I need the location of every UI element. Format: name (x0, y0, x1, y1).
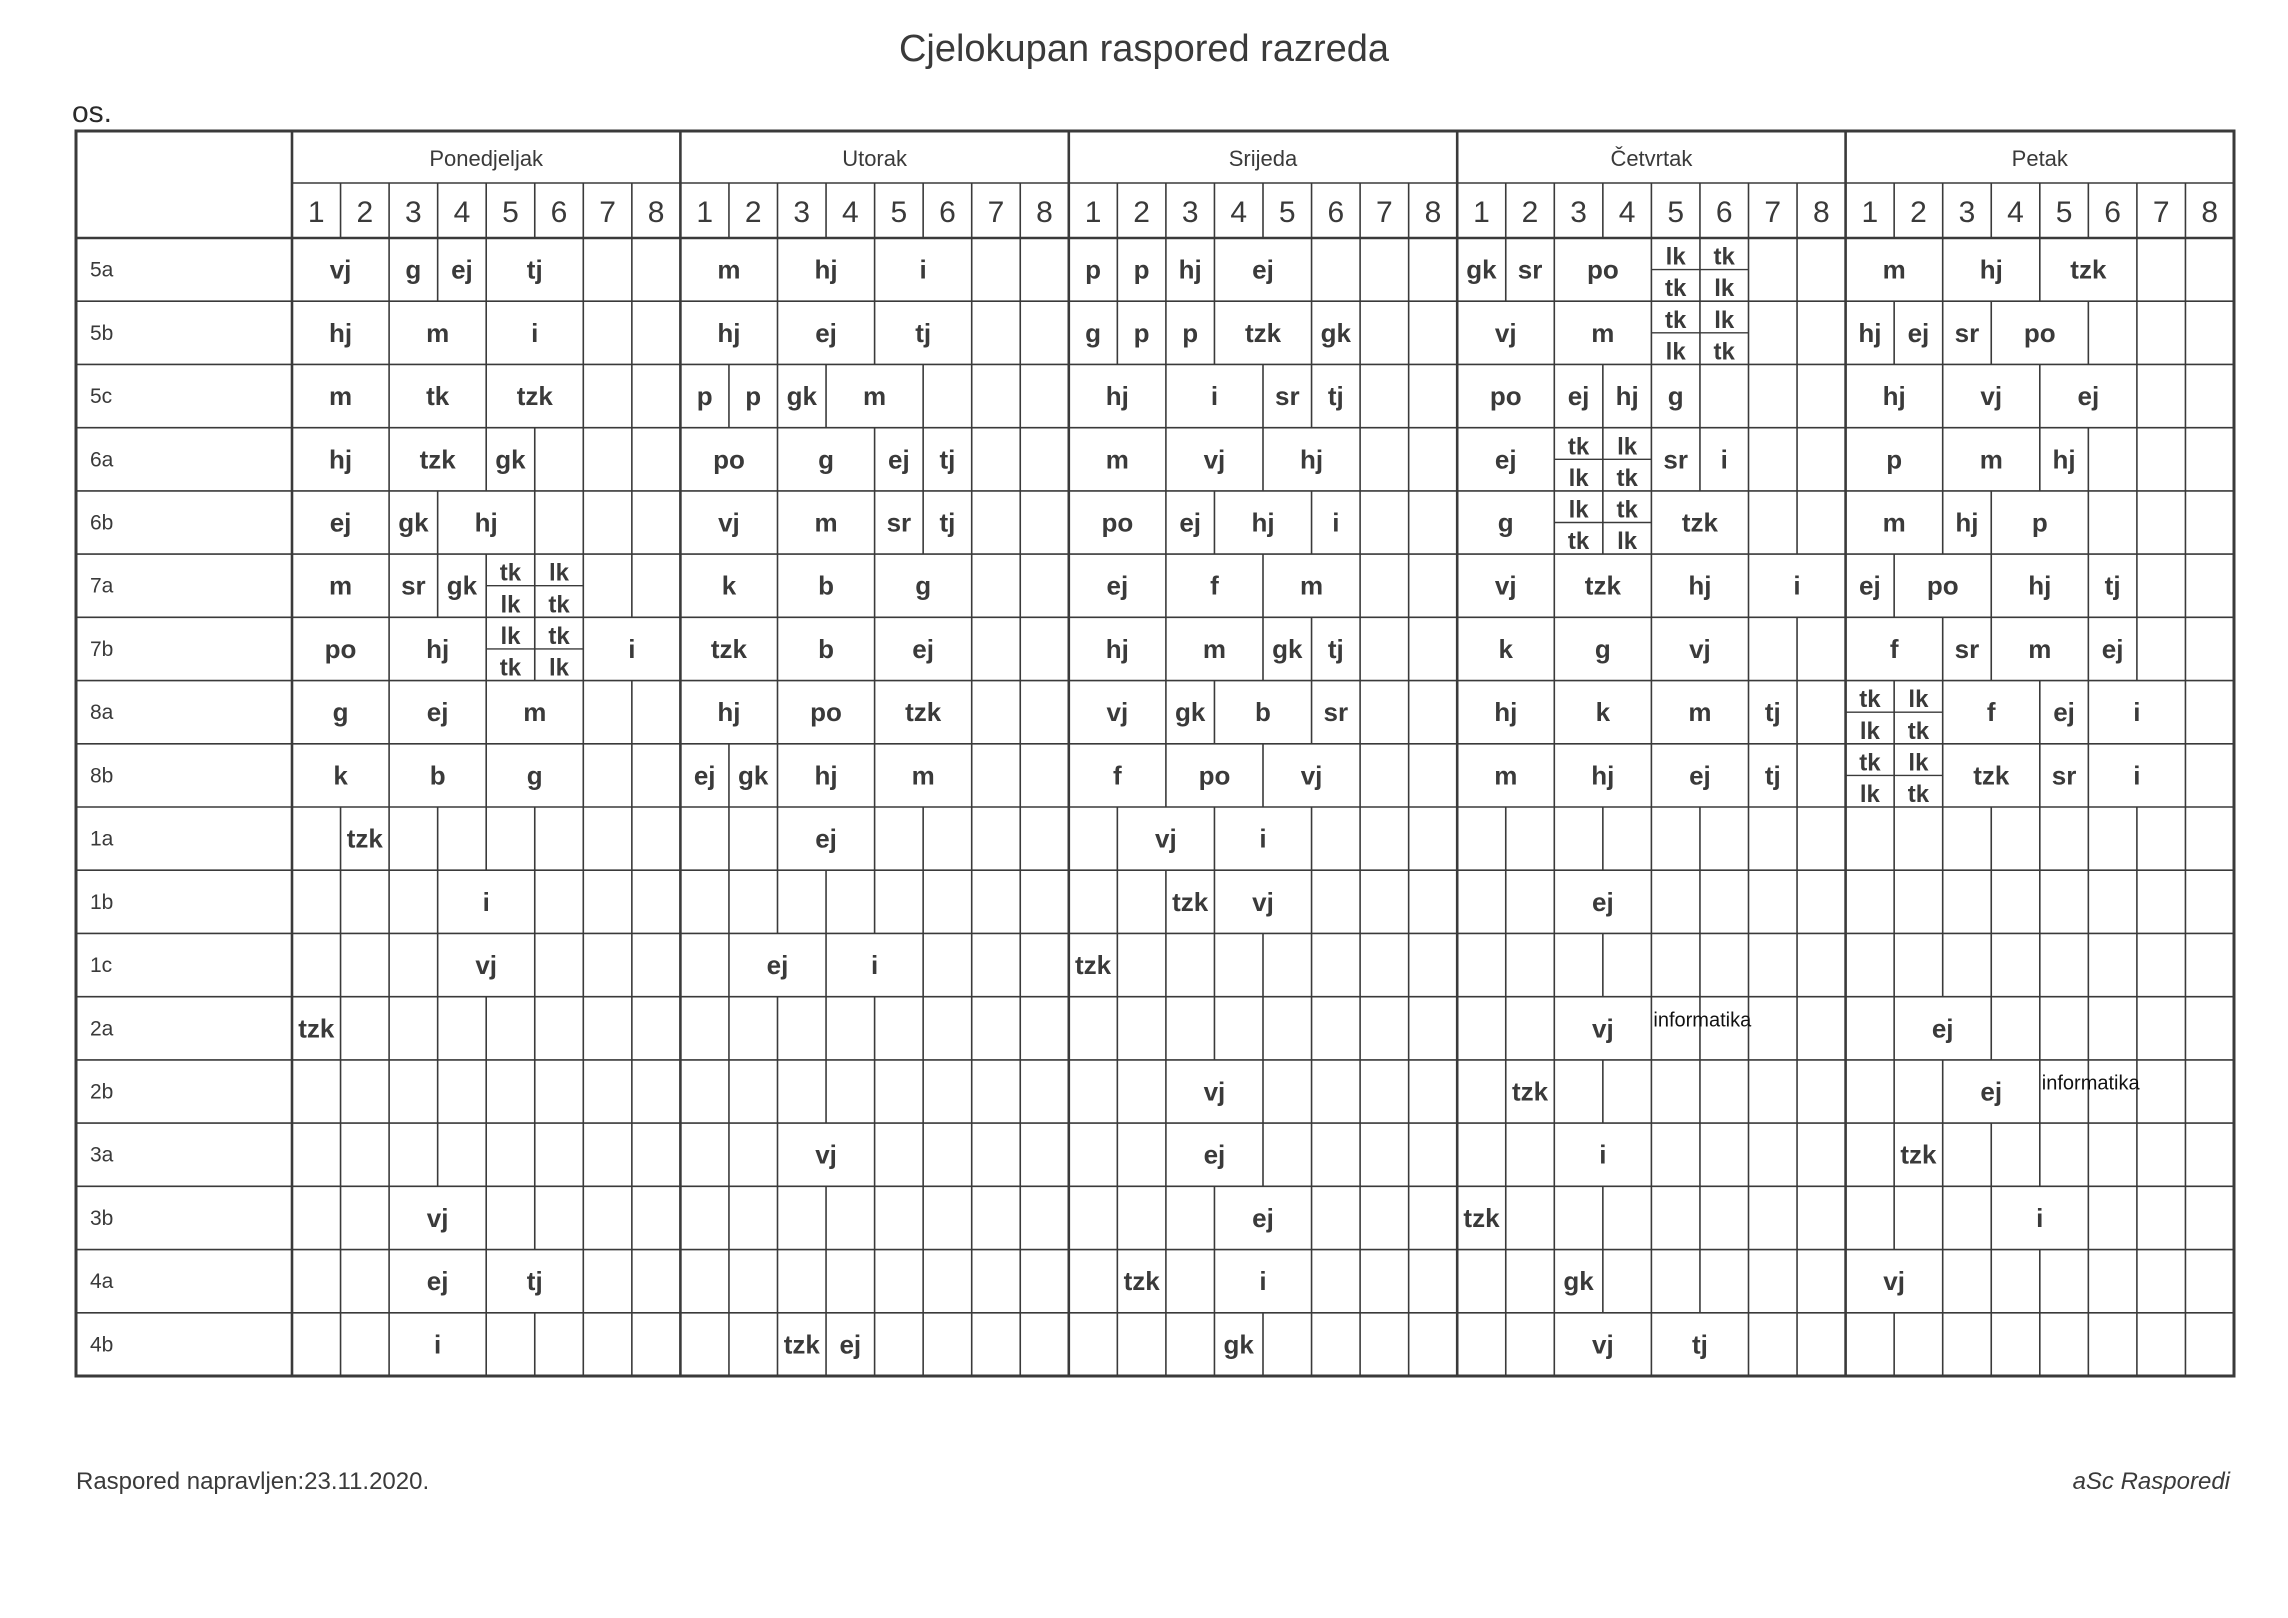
lesson-subject: hj (426, 633, 450, 664)
lesson-subject: lk (500, 591, 521, 619)
period-number: 2 (1910, 196, 1927, 229)
lesson-subject: m (426, 317, 450, 348)
lesson-subject: sr (1954, 633, 1980, 664)
lesson-subject: i (1793, 570, 1801, 601)
lesson-subject: vj (1252, 886, 1274, 917)
lesson-subject: vj (815, 1139, 837, 1170)
lesson-subject: vj (475, 950, 498, 981)
lesson-subject: m (814, 507, 838, 538)
lesson-subject: f (1210, 570, 1219, 601)
lesson-subject: informatika (1653, 1009, 1752, 1032)
day-header: Četvrtak (1610, 146, 1693, 171)
lesson-subject: gk (495, 444, 526, 475)
lesson-subject: g (1497, 507, 1514, 538)
period-number: 3 (1570, 196, 1587, 229)
lesson-subject: m (1591, 317, 1615, 348)
lesson-subject: hj (474, 507, 498, 538)
period-number: 1 (307, 196, 325, 229)
lesson-subject: i (1599, 1139, 1607, 1170)
lesson-subject: gk (1223, 1329, 1254, 1360)
lesson-subject: vj (1494, 570, 1517, 601)
lesson-subject: tzk (1123, 1266, 1160, 1297)
period-number: 5 (1667, 196, 1685, 229)
lesson-subject: lk (1859, 717, 1880, 745)
class-label: 8b (90, 764, 114, 788)
lesson-subject: m (1105, 444, 1129, 475)
lesson-subject: ej (1859, 570, 1881, 601)
lesson-subject: m (911, 760, 935, 791)
period-number: 4 (453, 196, 471, 229)
lesson-subject: tzk (1681, 507, 1719, 538)
lesson-subject: ej (693, 760, 716, 791)
lesson-subject: m (328, 570, 353, 601)
lesson-subject: hj (328, 317, 353, 348)
class-label: 4a (90, 1270, 114, 1294)
lesson-subject: ej (1203, 1139, 1226, 1170)
period-number: 7 (599, 196, 616, 229)
lesson-subject: gk (1320, 317, 1351, 348)
lesson-subject: tj (1764, 697, 1781, 728)
class-label: 1c (90, 954, 113, 978)
lesson-subject: tk (1665, 275, 1687, 303)
lesson-subject: tk (1567, 433, 1590, 461)
period-number: 5 (1278, 196, 1296, 229)
lesson-subject: i (2133, 697, 2141, 728)
lesson-subject: m (717, 254, 741, 285)
lesson-subject: vj (1203, 444, 1226, 475)
lesson-subject: po (1101, 507, 1134, 538)
period-number: 8 (1424, 196, 1442, 229)
lesson-subject: g (332, 697, 349, 728)
lesson-subject: hj (328, 444, 353, 475)
lesson-subject: lk (1859, 781, 1880, 808)
class-label: 3b (90, 1206, 114, 1230)
lesson-subject: b (1255, 697, 1271, 728)
lesson-subject: sr (886, 507, 912, 538)
lesson-subject: tk (1859, 749, 1881, 777)
lesson-subject: hj (1105, 633, 1129, 664)
lesson-subject: k (1595, 697, 1611, 728)
class-label: 8a (90, 701, 114, 725)
lesson-subject: hj (1299, 444, 1324, 475)
lesson-subject: m (1979, 444, 2003, 475)
lesson-subject: po (2023, 317, 2056, 348)
lesson-subject: m (1202, 633, 1227, 664)
lesson-subject: vj (329, 254, 352, 285)
lesson-subject: f (1889, 633, 1899, 664)
lesson-subject: tk (1907, 717, 1930, 745)
lesson-subject: tj (1327, 633, 1344, 664)
lesson-subject: sr (2051, 760, 2077, 791)
period-number: 6 (2104, 196, 2121, 229)
lesson-subject: gk (446, 570, 478, 601)
lesson-subject: tzk (1900, 1139, 1937, 1170)
lesson-subject: tzk (1511, 1076, 1549, 1107)
lesson-subject: lk (1714, 306, 1735, 334)
period-number: 2 (1133, 196, 1150, 229)
class-label: 7a (90, 574, 114, 598)
lesson-subject: tzk (1584, 570, 1621, 601)
lesson-subject: g (526, 760, 543, 791)
lesson-subject: m (2028, 633, 2052, 664)
page-title: Cjelokupan raspored razreda (898, 28, 1390, 70)
lesson-subject: vj (426, 1202, 449, 1233)
school-label: os. (72, 96, 113, 129)
day-header: Utorak (842, 146, 907, 171)
lesson-subject: hj (2028, 570, 2052, 601)
software-credit: aSc Rasporedi (2072, 1468, 2230, 1495)
lesson-subject: p (1133, 317, 1150, 348)
lesson-subject: tzk (1463, 1202, 1500, 1233)
lesson-subject: g (1085, 317, 1102, 348)
lesson-subject: po (324, 633, 357, 664)
lesson-subject: hj (1105, 381, 1129, 412)
lesson-subject: lk (1714, 275, 1735, 303)
lesson-subject: tk (1616, 464, 1638, 492)
class-label: 1a (90, 827, 114, 851)
lesson-subject: vj (1689, 633, 1711, 664)
lesson-subject: tj (1327, 381, 1344, 412)
period-number: 6 (939, 196, 956, 229)
lesson-subject: k (1498, 633, 1513, 664)
lesson-subject: hj (1178, 254, 1202, 285)
lesson-subject: m (1882, 254, 1906, 285)
lesson-subject: hj (2052, 444, 2076, 475)
lesson-subject: tzk (1244, 317, 1282, 348)
class-label: 3a (90, 1143, 114, 1167)
lesson-subject: m (1882, 507, 1906, 538)
lesson-subject: hj (1688, 570, 1712, 601)
lesson-subject: tzk (783, 1329, 820, 1360)
lesson-subject: hj (1882, 381, 1906, 412)
lesson-subject: g (818, 444, 834, 475)
lesson-subject: ej (426, 1266, 449, 1297)
period-number: 5 (890, 196, 908, 229)
lesson-subject: lk (1665, 338, 1686, 366)
lesson-subject: lk (1665, 243, 1686, 271)
lesson-subject: hj (717, 697, 741, 728)
class-label: 6b (90, 511, 114, 535)
lesson-subject: hj (1858, 317, 1882, 348)
class-label: 4b (90, 1333, 114, 1357)
lesson-subject: i (628, 633, 636, 664)
lesson-subject: sr (1954, 317, 1980, 348)
period-number: 4 (1230, 196, 1248, 229)
period-number: 8 (647, 196, 665, 229)
day-header: Petak (2011, 146, 2068, 171)
class-label: 5c (90, 385, 113, 409)
lesson-subject: po (1586, 254, 1619, 285)
lesson-subject: vj (1883, 1266, 1905, 1297)
lesson-subject: tzk (516, 381, 553, 412)
lesson-subject: i (919, 254, 927, 285)
lesson-subject: m (328, 381, 353, 412)
lesson-subject: ej (1106, 570, 1129, 601)
lesson-subject: g (1667, 381, 1684, 412)
day-header: Ponedjeljak (429, 146, 544, 171)
lesson-subject: tzk (710, 633, 748, 664)
period-number: 7 (987, 196, 1005, 229)
lesson-subject: lk (549, 559, 570, 587)
class-label: 5b (90, 321, 114, 345)
lesson-subject: m (523, 697, 547, 728)
lesson-subject: hj (1494, 697, 1518, 728)
lesson-subject: lk (1568, 496, 1589, 524)
lesson-subject: hj (1955, 507, 1979, 538)
period-number: 1 (1473, 196, 1490, 229)
lesson-subject: hj (1979, 254, 2003, 285)
lesson-subject: f (1986, 697, 1996, 728)
period-number: 2 (356, 196, 374, 229)
lesson-subject: sr (1517, 254, 1543, 285)
lesson-subject: p (2031, 507, 2048, 538)
period-number: 4 (841, 196, 859, 229)
lesson-subject: ej (766, 950, 789, 981)
lesson-subject: p (696, 381, 713, 412)
lesson-subject: tj (526, 1266, 543, 1297)
lesson-subject: ej (2053, 697, 2075, 728)
class-label: 7b (90, 637, 114, 661)
lesson-subject: hj (1615, 381, 1639, 412)
lesson-subject: ej (839, 1329, 862, 1360)
lesson-subject: vj (1106, 697, 1129, 728)
lesson-subject: vj (1300, 760, 1323, 791)
lesson-subject: tj (939, 444, 956, 475)
period-number: 3 (1181, 196, 1199, 229)
lesson-subject: k (333, 760, 348, 791)
period-number: 6 (1715, 196, 1733, 229)
lesson-subject: tzk (905, 697, 942, 728)
lesson-subject: i (870, 950, 879, 981)
day-header: Srijeda (1228, 146, 1298, 171)
lesson-subject: lk (1908, 749, 1929, 777)
period-number: 5 (502, 196, 519, 229)
lesson-subject: ej (815, 317, 837, 348)
period-number: 2 (1521, 196, 1539, 229)
lesson-subject: i (1259, 823, 1267, 854)
lesson-subject: lk (1617, 433, 1638, 461)
period-number: 3 (405, 196, 422, 229)
lesson-subject: tzk (2070, 254, 2107, 285)
lesson-subject: tj (939, 507, 956, 538)
class-label: 5a (90, 258, 114, 282)
lesson-subject: tk (548, 622, 570, 650)
lesson-subject: vj (1592, 1013, 1614, 1044)
lesson-subject: vj (1592, 1329, 1614, 1360)
lesson-subject: tk (1616, 496, 1638, 524)
period-number: 4 (1618, 196, 1636, 229)
lesson-subject: sr (401, 570, 426, 601)
period-number: 1 (1084, 196, 1102, 229)
lesson-subject: tj (915, 317, 932, 348)
lesson-subject: hj (814, 760, 838, 791)
lesson-subject: tj (1692, 1329, 1708, 1360)
lesson-subject: m (863, 381, 887, 412)
lesson-subject: po (1926, 570, 1959, 601)
lesson-subject: tzk (1973, 760, 2010, 791)
lesson-subject: lk (1617, 528, 1638, 556)
period-number: 7 (1764, 196, 1782, 229)
lesson-subject: i (2036, 1202, 2044, 1233)
period-number: 1 (1861, 196, 1879, 229)
lesson-subject: ej (1592, 886, 1614, 917)
lesson-subject: tk (499, 654, 522, 682)
lesson-subject: m (1494, 760, 1518, 791)
class-label: 2b (90, 1080, 114, 1104)
lesson-subject: ej (2101, 633, 2124, 664)
period-number: 3 (1958, 196, 1976, 229)
lesson-subject: lk (1568, 464, 1589, 492)
lesson-subject: gk (398, 507, 429, 538)
lesson-subject: hj (717, 317, 741, 348)
lesson-subject: ej (1689, 760, 1711, 791)
lesson-subject: p (745, 381, 762, 412)
lesson-subject: tj (526, 254, 543, 285)
period-number: 6 (1327, 196, 1345, 229)
lesson-subject: hj (814, 254, 838, 285)
lesson-subject: p (1133, 254, 1150, 285)
lesson-subject: i (1259, 1266, 1267, 1297)
lesson-subject: vj (718, 507, 740, 538)
lesson-subject: sr (1323, 697, 1349, 728)
lesson-subject: i (1332, 507, 1340, 538)
lesson-subject: vj (1980, 381, 2003, 412)
lesson-subject: ej (1931, 1013, 1954, 1044)
class-label: 2a (90, 1017, 114, 1041)
lesson-subject: ej (1567, 381, 1590, 412)
lesson-subject: gk (786, 381, 817, 412)
lesson-subject: vj (1203, 1076, 1226, 1107)
period-number: 7 (2152, 196, 2170, 229)
lesson-subject: tk (1859, 686, 1881, 714)
lesson-subject: ej (815, 823, 837, 854)
lesson-subject: tk (548, 591, 570, 619)
lesson-subject: b (818, 570, 834, 601)
class-label: 1b (90, 890, 114, 914)
lesson-subject: p (1182, 317, 1199, 348)
period-number: 8 (1812, 196, 1830, 229)
lesson-subject: gk (1466, 254, 1497, 285)
lesson-subject: hj (1591, 760, 1615, 791)
lesson-subject: tk (426, 381, 450, 412)
lesson-subject: i (531, 317, 539, 348)
period-number: 8 (1036, 196, 1053, 229)
class-label: 6a (90, 448, 114, 472)
lesson-subject: f (1113, 760, 1122, 791)
lesson-subject: i (482, 886, 490, 917)
lesson-subject: lk (1908, 686, 1929, 714)
lesson-subject: p (1886, 444, 1903, 475)
lesson-subject: ej (1907, 317, 1930, 348)
lesson-subject: lk (549, 654, 570, 682)
lesson-subject: b (818, 633, 834, 664)
lesson-subject: ej (451, 254, 473, 285)
lesson-subject: p (1085, 254, 1102, 285)
lesson-subject: lk (500, 622, 521, 650)
lesson-subject: gk (1272, 633, 1303, 664)
period-number: 7 (1376, 196, 1393, 229)
lesson-subject: gk (1563, 1266, 1594, 1297)
period-number: 6 (550, 196, 568, 229)
lesson-subject: tk (1907, 781, 1930, 808)
lesson-subject: tk (1713, 243, 1735, 271)
lesson-subject: ej (1980, 1076, 2003, 1107)
lesson-subject: vj (1155, 823, 1177, 854)
lesson-subject: i (1720, 444, 1728, 475)
lesson-subject: ej (912, 633, 934, 664)
lesson-subject: ej (888, 444, 910, 475)
lesson-subject: gk (1175, 697, 1206, 728)
lesson-subject: tzk (346, 823, 383, 854)
lesson-subject: m (1688, 697, 1712, 728)
period-number: 2 (744, 196, 762, 229)
lesson-subject: informatika (2041, 1072, 2140, 1095)
period-number: 4 (2007, 196, 2024, 229)
period-number: 3 (793, 196, 811, 229)
lesson-subject: po (713, 444, 745, 475)
lesson-subject: ej (1252, 1202, 1274, 1233)
lesson-subject: po (1198, 760, 1231, 791)
lesson-subject: i (1210, 381, 1219, 412)
lesson-subject: k (721, 570, 737, 601)
lesson-subject: ej (426, 697, 449, 728)
lesson-subject: tk (1713, 338, 1735, 366)
period-number: 5 (2055, 196, 2073, 229)
lesson-subject: tj (1764, 760, 1781, 791)
lesson-subject: ej (1252, 254, 1274, 285)
lesson-subject: g (405, 254, 422, 285)
lesson-subject: ej (1179, 507, 1202, 538)
lesson-subject: i (434, 1329, 442, 1360)
created-date: Raspored napravljen:23.11.2020. (76, 1468, 430, 1495)
lesson-subject: tk (1665, 306, 1687, 334)
lesson-subject: g (915, 570, 932, 601)
lesson-subject: vj (1494, 317, 1517, 348)
lesson-subject: tzk (1172, 886, 1209, 917)
lesson-subject: tzk (419, 444, 456, 475)
period-number: 1 (696, 196, 714, 229)
lesson-subject: tk (1567, 528, 1590, 556)
period-number: 8 (2201, 196, 2219, 229)
lesson-subject: ej (1494, 444, 1517, 475)
lesson-subject: tzk (1075, 950, 1112, 981)
lesson-subject: ej (329, 507, 352, 538)
lesson-subject: po (1489, 381, 1522, 412)
lesson-subject: sr (1663, 444, 1688, 475)
lesson-subject: sr (1274, 381, 1300, 412)
lesson-subject: tk (499, 559, 522, 587)
lesson-subject: gk (738, 760, 769, 791)
lesson-subject: m (1299, 570, 1324, 601)
lesson-subject: ej (2077, 381, 2100, 412)
lesson-subject: g (1594, 633, 1611, 664)
lesson-subject: tj (2104, 570, 2121, 601)
lesson-subject: i (2133, 760, 2141, 791)
lesson-subject: b (429, 760, 446, 791)
lesson-subject: po (810, 697, 842, 728)
lesson-subject: tzk (298, 1013, 335, 1044)
lesson-subject: hj (1251, 507, 1275, 538)
